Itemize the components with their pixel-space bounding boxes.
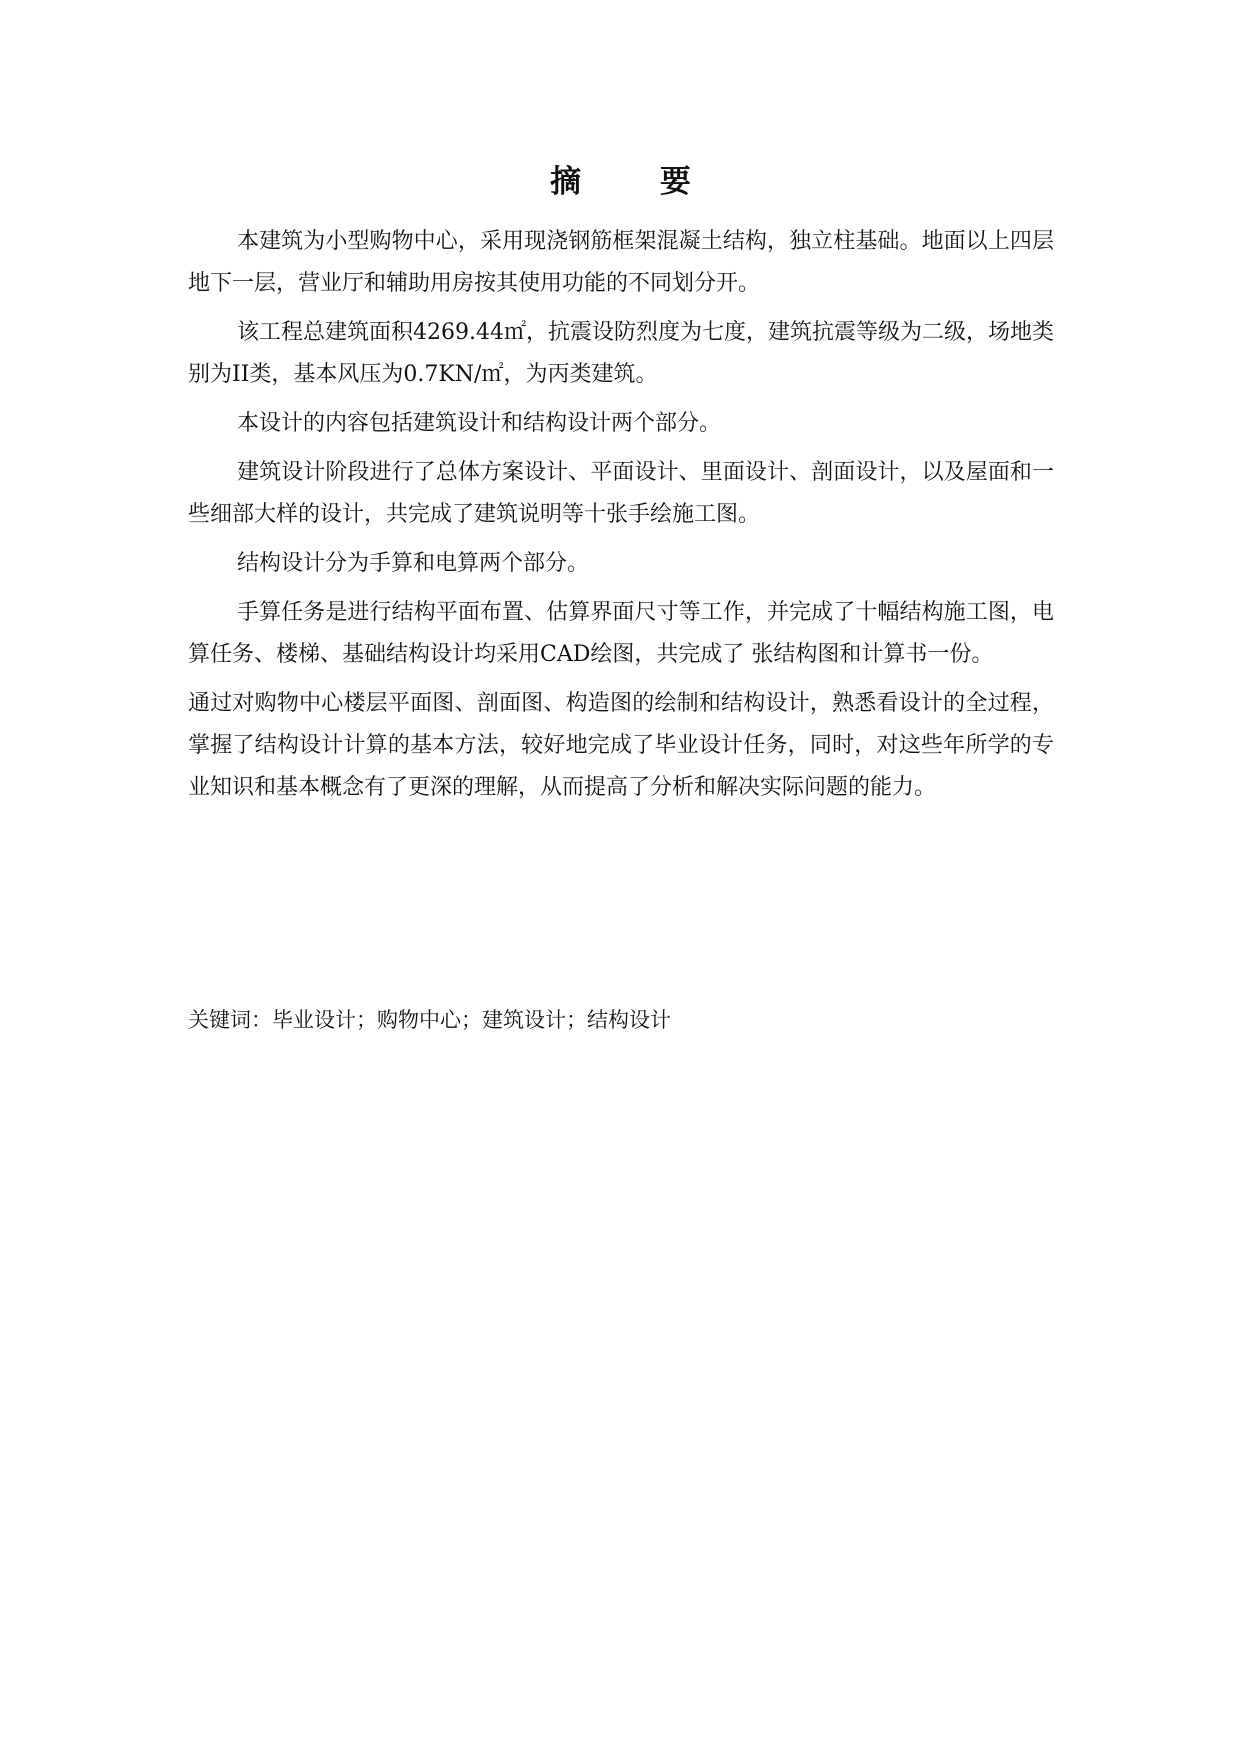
abstract-paragraph-3: 本设计的内容包括建筑设计和结构设计两个部分。 (237, 411, 722, 436)
keywords-label: 关键词： (188, 1008, 272, 1032)
abstract-paragraph-1: 本建筑为小型购物中心，采用现浇钢筋框架混凝土结构，独立柱基础。地面以上四层地下一层，营业厅和辅助用房按其使用功能的不同划分开。 (188, 229, 1054, 296)
abstract-paragraph-2: 该工程总建筑面积4269.44㎡，抗震设防烈度为七度，建筑抗震等级为二级，场地类别为II类，基本风压为0.7KN/㎡，为丙类建筑。 (188, 320, 1054, 387)
abstract-paragraph-4: 建筑设计阶段进行了总体方案设计、平面设计、里面设计、剖面设计，以及屋面和一些细部大样的设计，共完成了建筑说明等十张手绘施工图。 (188, 460, 1054, 527)
keywords-text: 毕业设计；购物中心；建筑设计；结构设计 (272, 1008, 671, 1032)
page-title: 摘 要 (550, 164, 725, 200)
abstract-paragraph-5: 结构设计分为手算和电算两个部分。 (237, 551, 590, 576)
abstract-paragraph-7: 通过对购物中心楼层平面图、剖面图、构造图的绘制和结构设计，熟悉看设计的全过程，掌握了结构设计计算的基本方法，较好地完成了毕业设计任务，同时，对这些年所学的专业知识和基本概念有了更深的理解，从而提高了分析和解决实际问题的能力。 (188, 691, 1054, 800)
abstract-body (188, 221, 1054, 816)
abstract-paragraph-6: 手算任务是进行结构平面布置、估算界面尺寸等工作，并完成了十幅结构施工图，电算任务、楼梯、基础结构设计均采用CAD绘图，共完成了 张结构图和计算书一份。 (188, 600, 1054, 667)
keywords-line (188, 999, 1054, 1041)
